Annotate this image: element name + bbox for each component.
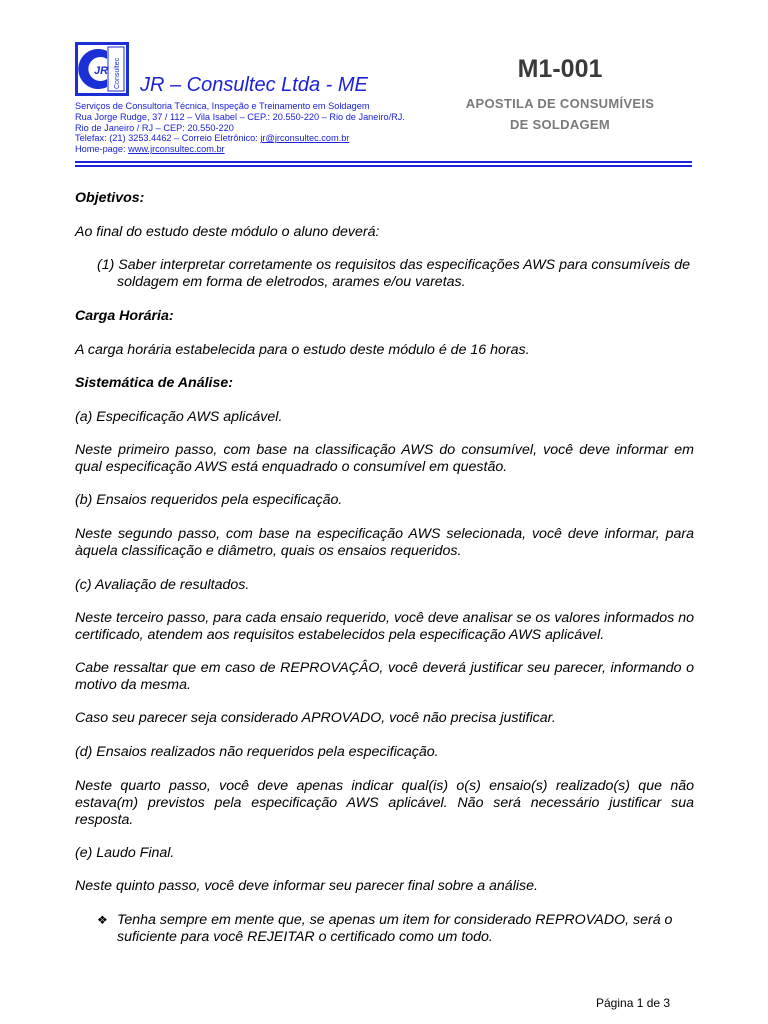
homepage-label: Home-page:: [75, 144, 129, 155]
logo-side-text: Consultec: [114, 57, 121, 89]
objetivos-item-1: (1) Saber interpretar corretamente os requisitos das especificações AWS para consumíveis de soldagem em forma de eletrodos, arames e/ou varetas.: [97, 257, 690, 290]
carga-heading: Carga Horária:: [75, 308, 174, 324]
step-c-title: (c) Avaliação de resultados.: [75, 577, 250, 593]
step-d-text: Neste quarto passo, você deve apenas indicar qual(is) o(s) ensaio(s) realizado(s) que não estava(m) previstos pela especificação AWS aplicável. Não será necessário justificar sua resposta.: [75, 778, 694, 828]
page-number: Página 1 de 3: [596, 996, 671, 1010]
step-b-title: (b) Ensaios requeridos pela especificação.: [75, 492, 343, 508]
step-c-text-2: Cabe ressaltar que em caso de REPROVAÇÂO, você deverá justificar seu parecer, informando o motivo da mesma.: [75, 660, 694, 693]
header-divider-top: [75, 161, 692, 163]
sistematica-heading: Sistemática de Análise:: [75, 375, 233, 391]
header-divider-bottom: [75, 165, 692, 167]
logo-mark: [78, 45, 126, 93]
document-code: M1-001: [517, 55, 603, 83]
step-b-text: Neste segundo passo, com base na especificação AWS selecionada, você deve informar, para àquela classificação e diâmetro, quais os ensaios requeridos.: [75, 526, 694, 559]
homepage-link[interactable]: www.jrconsultec.com.br: [128, 144, 225, 155]
step-a-text: Neste primeiro passo, com base na classificação AWS do consumível, você deve informar em qual especificação AWS está enquadrado o consumível em questão.: [75, 442, 694, 475]
step-e-text: Neste quinto passo, você deve informar seu parecer final sobre a análise.: [75, 878, 538, 894]
reminder-text: Tenha sempre em mente que, se apenas um item for considerado REPROVADO, será o suficiente para você REJEITAR o certificado como um todo.: [117, 912, 673, 945]
info-line-city: Rio de Janeiro / RJ – CEP: 20.550-220: [75, 122, 234, 133]
info-line-contact: [75, 133, 405, 144]
info-line-address: Rua Jorge Rudge, 37 / 112 – Vila Isabel – CEP.: 20.550-220 – Rio de Janeiro/RJ.: [75, 111, 405, 122]
company-logo: [75, 42, 129, 96]
info-line-homepage: [75, 144, 405, 155]
email-link[interactable]: jr@jrconsultec.com.br: [260, 133, 350, 144]
objetivos-heading: Objetivos:: [75, 190, 145, 206]
reminder-bullet: [97, 912, 694, 946]
step-e-title: (e) Laudo Final.: [75, 845, 175, 861]
logo-text: JR: [94, 65, 109, 77]
step-c-text: Neste terceiro passo, para cada ensaio requerido, você deve analisar se os valores informados no certificado, atendem aos requisitos estabelecidos pela especificação AWS aplicável.: [75, 610, 694, 643]
document-title-line2: DE SOLDAGEM: [509, 117, 611, 132]
info-line-services: Serviços de Consultoria Técnica, Inspeção e Treinamento em Soldagem: [75, 101, 370, 111]
phone-text: Telefax: (21) 3253.4462 – Correio Eletrônico:: [75, 133, 261, 144]
step-d-title: (d) Ensaios realizados não requeridos pela especificação.: [75, 744, 439, 760]
document-title: [430, 93, 690, 135]
step-c-text-3: Caso seu parecer seja considerado APROVADO, você não precisa justificar.: [75, 710, 556, 726]
carga-text: A carga horária estabelecida para o estudo deste módulo é de 16 horas.: [75, 342, 530, 358]
step-a-title: (a) Especificação AWS aplicável.: [75, 409, 283, 425]
objetivos-intro: Ao final do estudo deste módulo o aluno deverá:: [75, 224, 380, 240]
company-name: JR – Consultec Ltda - ME: [140, 74, 368, 96]
company-info: [75, 101, 405, 155]
diamond-bullet-icon: ❖: [97, 913, 108, 927]
document-title-line1: APOSTILA DE CONSUMÍVEIS: [465, 96, 655, 111]
